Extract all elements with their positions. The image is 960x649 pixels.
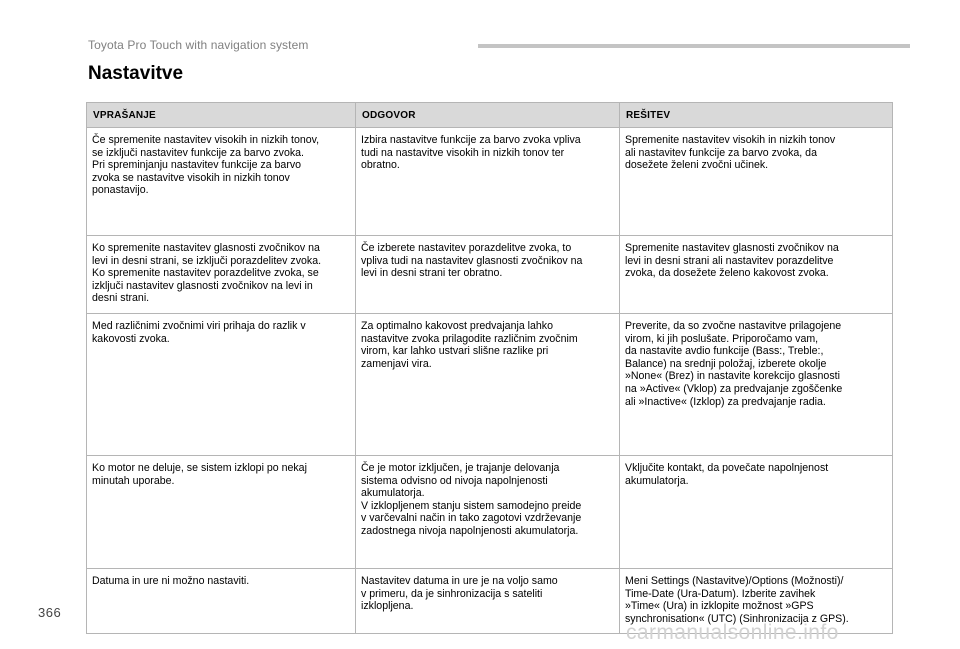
answer-cell: Nastavitev datuma in ure je na voljo samo v primeru, da je sinhronizacija s sateliti izklopljena. <box>356 569 620 634</box>
table-row <box>87 314 893 456</box>
page-title: Nastavitve <box>88 63 184 84</box>
answer-cell: Izbira nastavitve funkcije za barvo zvoka vpliva tudi na nastavitve visokih in nizkih tonov ter obratno. <box>356 128 620 236</box>
question-cell: Datuma in ure ni možno nastaviti. <box>87 569 356 634</box>
column-header-question: VPRAŠANJE <box>87 103 356 128</box>
question-cell: Ko motor ne deluje, se sistem izklopi po nekaj minutah uporabe. <box>87 456 356 569</box>
table-header-row <box>87 103 893 128</box>
answer-cell: Če izberete nastavitev porazdelitve zvoka, to vpliva tudi na nastavitev glasnosti zvočnikov na levi in desni strani ter obratno. <box>356 236 620 314</box>
question-cell: Če spremenite nastavitev visokih in nizkih tonov, se izključi nastavitev funkcije za barvo zvoka. Pri spreminjanju nastavitev funkcije za barvo zvoka se nastavitve visokih in nizkih tonov ponastavijo. <box>87 128 356 236</box>
header-divider-bar <box>478 44 910 48</box>
watermark-text: carmanualsonline.info <box>626 621 839 644</box>
question-cell: Med različnimi zvočnimi viri prihaja do razlik v kakovosti zvoka. <box>87 314 356 456</box>
answer-cell: Za optimalno kakovost predvajanja lahko nastavitve zvoka prilagodite različnim zvočnim virom, kar lahko ustvari slišne razlike pri zamenjavi vira. <box>356 314 620 456</box>
table-row <box>87 236 893 314</box>
settings-faq-table <box>86 102 893 634</box>
column-header-answer: ODGOVOR <box>356 103 620 128</box>
question-cell: Ko spremenite nastavitev glasnosti zvočnikov na levi in desni strani, se izključi porazdelitev zvoka. Ko spremenite nastavitev porazdelitve zvoka, se izključi nastavitev glasnosti zvočnikov na levi in desni strani. <box>87 236 356 314</box>
solution-cell: Meni Settings (Nastavitve)/Options (Možnosti)/ Time-Date (Ura-Datum). Izberite zavihek »Time« (Ura) in izklopite možnost »GPS synchronisation« (UTC) (Sinhronizacija z GPS). <box>620 569 893 634</box>
table-row <box>87 128 893 236</box>
answer-cell: Če je motor izključen, je trajanje delovanja sistema odvisno od nivoja napolnjenosti akumulatorja. V izklopljenem stanju sistem samodejno preide v varčevalni način in tako zagotovi vzdrževanje zadostnega nivoja napolnjenosti akumulatorja. <box>356 456 620 569</box>
running-header: Toyota Pro Touch with navigation system <box>88 38 309 52</box>
solution-cell: Spremenite nastavitev visokih in nizkih tonov ali nastavitev funkcije za barvo zvoka, da dosežete želeni zvočni učinek. <box>620 128 893 236</box>
solution-cell: Preverite, da so zvočne nastavitve prilagojene virom, ki jih poslušate. Priporočamo vam, da nastavite avdio funkcije (Bass:, Treble:, Balance) na srednji položaj, izberete okolje »None« (Brez) in nastavite korekcijo glasnosti na »Active« (Vklop) za predvajanje zgoščenke ali »Inactive« (Izklop) za predvajanje radia. <box>620 314 893 456</box>
solution-cell: Vključite kontakt, da povečate napolnjenost akumulatorja. <box>620 456 893 569</box>
column-header-solution: REŠITEV <box>620 103 893 128</box>
table-row <box>87 456 893 569</box>
page-number: 366 <box>38 605 62 620</box>
solution-cell: Spremenite nastavitev glasnosti zvočnikov na levi in desni strani ali nastavitev porazdelitve zvoka, da dosežete želeno kakovost zvoka. <box>620 236 893 314</box>
